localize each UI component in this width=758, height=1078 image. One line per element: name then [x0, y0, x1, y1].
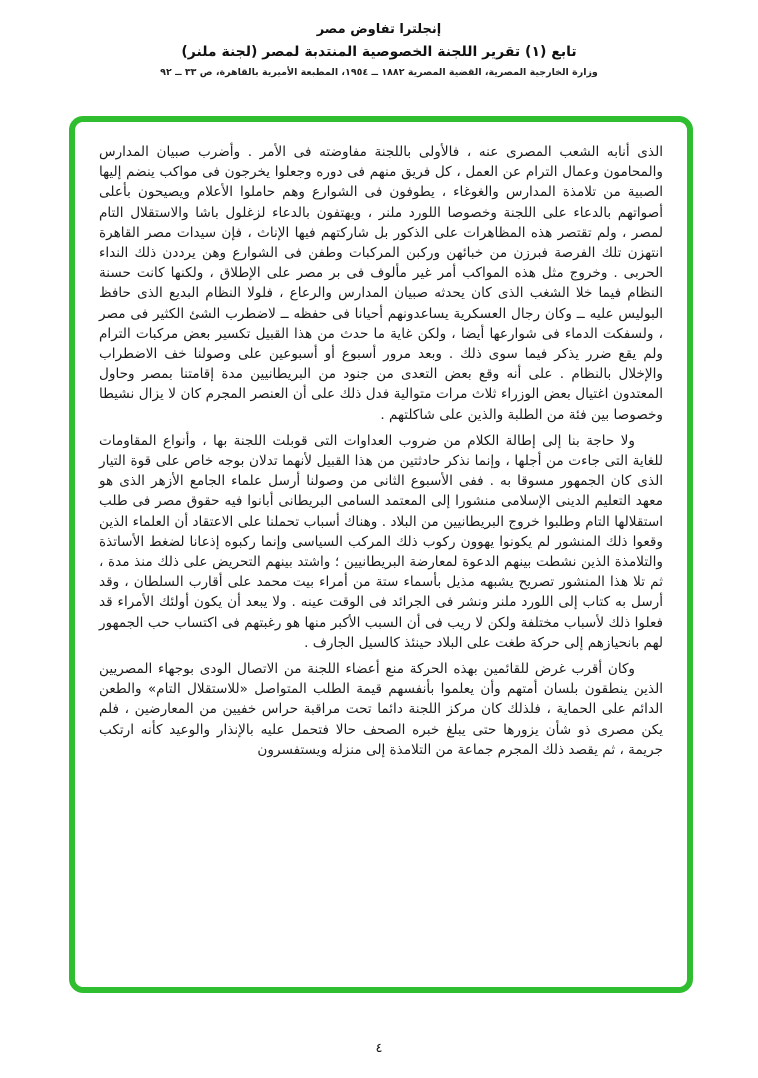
page-number: ٤: [375, 1041, 383, 1056]
document-body: [99, 142, 663, 760]
body-paragraph-3: وكان أقرب غرض للقائمين بهذه الحركة منع أعضاء اللجنة من الاتصال الودى بوجهاء المصريين الذين ينطقون بلسان أمتهم وأن يعلموا بأنفسهم قيمة الطلب المتواصل «للاستقلال التام» والطعن الدائم على الحماية ، فلذلك كان مركز اللجنة دائما تحت مراقبة حراس خفيين من المعارضين ، فلم يكن مصرى ذو شأن يزورها حتى يبلغ خبره الصحف حالا فتحمل عليه بالإنذار والوعيد كأنه ارتكب جريمة ، ثم يقصد ذلك المجرم جماعة من التلامذة إلى منزله ويستفسرون: [99, 661, 663, 758]
document-title: إنجلترا تفاوض مصر: [316, 22, 442, 37]
body-paragraph-1: الذى أنابه الشعب المصرى عنه ، فالأولى باللجنة مفاوضته فى الأمر . وأضرب صبيان المدارس والمحامون وعمال الترام عن العمل ، كل فريق منهم فى دوره وجعلوا يخرجون فى مواكب ينضم إليها الصبية من تلامذة المدارس والغوغاء ، يطوفون فى الشوارع وهم حاملوا الأعلام ويصيحون بأعلى أصواتهم بالدعاء على اللجنة وخصوصا اللورد ملنر ، ويهتفون بالدعاء لزغلول باشا والاستقلال التام لمصر ، ولم تقتصر هذه المظاهرات على الذكور بل شاركتهم فيها الإناث ، فإن سيدات مصر القاهرة انتهزن تلك الفرصة فبرزن من خبائهن وركبن المركبات وطفن فى الشوارع وهن يرددن ذلك النداء الحربى . وخروج مثل هذه المواكب أمر غير مألوف فى بر مصر على الإطلاق ، ولكنها كانت حسنة النظام فيما خلا الشغب الذى كان يحدثه صبيان المدارس والرعاع ، فلولا النظام البديع الذى حافظ البوليس عليه ــ وكان رجال العسكرية يساعدونهم أحيانا فى حفظه ــ لاضطرب الشئ الكثير فى مصر ، ولسفكت الدماء فى شوارعها أيضا ، ولكن غاية ما حدث من هذا القبيل تكسير بعض مركبات الترام ولم يقع ضرر يذكر فيما سوى ذلك . وبعد مرور أسبوع أو أسبوعين على وصولنا خف الاضطراب والإخلال بالنظام . على أنه وقع بعض التعدى من جنود من البريطانيين مدة إقامتنا بمصر وحاول المعتدون اغتيال بعض الوزراء ثلاث مرات متوالية فدل ذلك على أن العنصر المجرم كان لا يزال نشيطا وخصوصا بين فئة من الطلبة والذين على شاكلتهم .: [99, 144, 663, 423]
body-paragraph-2: ولا حاجة بنا إلى إطالة الكلام من ضروب العداوات التى قوبلت اللجنة بها ، وأنواع المقاومات للغاية التى جاءت من أجلها ، وإنما نذكر حادثتين من هذا القبيل لأنهما تدلان بوجه خاص على قوة التيار الذى كان الجمهور مسوقا به . ففى الأسبوع الثانى من وصولنا أرسل علماء الجامع الأزهر الذى هو معهد التعليم الدينى الإسلامى منشورا إلى المعتمد السامى البريطانى أبانوا فيه حقوق مصر فى طلب استقلالها التام وطلبوا خروج البريطانيين من البلاد . وهناك أسباب تحملنا على الاعتقاد أن العلماء الذين وقعوا ذلك المنشور لم يكونوا يهوون ركوب ذلك المركب السياسى وإنما ركبوه إذعانا لضغط الأساتذة والتلامذة الذين نشطت بينهم الدعوة لمعارضة البريطانيين ؛ واشتد بينهم التحريض على ذلك منذ مدة ، ثم تلا هذا المنشور تصريح يشبهه مذيل بأسماء ستة من أمراء بيت محمد على أقارب السلطان ، وقد أرسل به كتاب إلى اللورد ملنر ونشر فى الجرائد فى الوقت عينه . ولا يبعد أن يكون أولئك الأمراء قد فعلوا ذلك لأسباب مختلفة ولكن لا ريب فى أن السبب الأكبر منها هو رغبتهم فى اكتساب حب الجمهور لهم بانحيازهم إلى حركة طغت على البلاد حينئذ كالسيل الجارف .: [99, 432, 663, 651]
document-source-citation: وزارة الخارجية المصرية، القضية المصرية ١٨٨٢ ــ ١٩٥٤، المطبعة الأميرية بالقاهرة، ص ٣٣ ــ ٩٢: [160, 67, 598, 78]
page-header: [0, 0, 758, 78]
document-subtitle: تابع (١) تقرير اللجنة الخصوصية المنتدبة لمصر (لجنة ملنر): [181, 44, 577, 60]
green-content-frame: [69, 116, 693, 993]
